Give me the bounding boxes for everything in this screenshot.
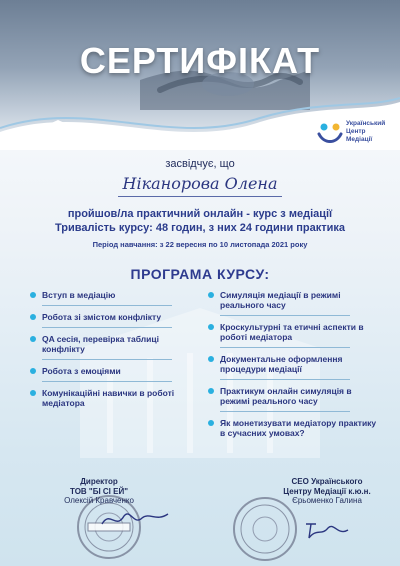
program-item <box>208 354 378 374</box>
bullet-dot-icon <box>208 356 214 362</box>
program-item <box>208 322 378 342</box>
bullet-dot-icon <box>30 336 36 342</box>
mediation-center-stamp-image <box>232 496 298 562</box>
ceo-role: CEO Українського <box>291 477 363 486</box>
bullet-dot-icon <box>30 292 36 298</box>
item-divider <box>42 359 172 360</box>
item-divider <box>42 305 172 306</box>
program-list-right <box>208 290 378 438</box>
course-duration: Тривалість курсу: 48 годин, з них 24 години практика <box>54 222 346 234</box>
program-item <box>30 334 200 354</box>
program-item-text: Робота зі змістом конфлікту <box>42 312 162 322</box>
item-divider <box>220 411 350 412</box>
program-item <box>208 386 378 406</box>
program-item-text: Практикум онлайн симуляція в режимі реального часу <box>220 386 352 406</box>
logo-line-1: BUSINESS <box>38 131 78 137</box>
program-item-text: Вступ в медіацію <box>42 290 116 300</box>
bullet-dot-icon <box>208 292 214 298</box>
ukrainian-mediation-center-logo <box>316 118 400 146</box>
ceo-name: Єрьоменко Галина <box>292 496 362 505</box>
name-underline <box>118 196 282 197</box>
item-divider <box>220 315 350 316</box>
ucm-line-1: Український <box>346 120 386 127</box>
attest-text: засвідчує, що <box>165 158 235 170</box>
academy-building-icon <box>46 120 70 130</box>
logo-line-2: CONSULTING <box>26 137 90 147</box>
mediation-center-name <box>346 120 385 144</box>
item-divider <box>220 347 350 348</box>
program-item <box>208 290 378 310</box>
program-item-text: Комунікаційні навички в роботі медіатора <box>42 388 175 408</box>
bullet-dot-icon <box>30 314 36 320</box>
program-heading: ПРОГРАМА КУРСУ: <box>130 266 270 282</box>
bullet-dot-icon <box>208 420 214 426</box>
bullet-dot-icon <box>30 368 36 374</box>
item-divider <box>42 327 172 328</box>
logo-line-3: ACADEMY <box>42 147 74 150</box>
program-item <box>30 290 200 300</box>
director-signature-block <box>44 477 154 506</box>
ceo-org: Центру Медіації к.ю.н. <box>283 486 371 496</box>
bullet-dot-icon <box>30 390 36 396</box>
director-role: Директор <box>80 477 118 486</box>
bullet-dot-icon <box>208 388 214 394</box>
recipient-name: Ніканорова Олена <box>122 174 278 193</box>
ucm-line-3: Медіації <box>346 136 373 143</box>
bullet-dot-icon <box>208 324 214 330</box>
course-description: пройшов/ла практичний онлайн - курс з медіації <box>67 208 333 220</box>
director-org: ТОВ "БІ СІ ЕЙ" <box>70 486 128 496</box>
item-divider <box>220 379 350 380</box>
ceo-signature-block <box>262 477 392 506</box>
item-divider <box>42 381 172 382</box>
program-item-text: QA сесія, перевірка таблиці конфлікту <box>42 334 159 354</box>
program-item-text: Кроскультурні та етичні аспекти в роботі медіатора <box>220 322 364 342</box>
ucm-line-2: Центр <box>346 128 366 135</box>
program-item <box>208 418 378 438</box>
program-item <box>30 388 200 408</box>
program-item-text: Документальне оформлення процедури медіації <box>220 354 343 374</box>
certificate-title: СЕРТИФІКАТ <box>79 40 321 81</box>
program-item-text: Симуляція медіації в режимі реального часу <box>220 290 341 310</box>
program-item-text: Як монетизувати медіатору практику в сучасних умовах? <box>220 418 377 438</box>
director-name: Олексій Кравченко <box>64 496 134 505</box>
mediation-center-icon <box>316 118 344 146</box>
program-item <box>30 366 200 376</box>
business-consulting-logo <box>8 120 108 150</box>
study-period: Період навчання: з 22 вересня по 10 листопада 2021 року <box>92 240 308 249</box>
program-item-text: Робота з емоціями <box>42 366 121 376</box>
program-item <box>30 312 200 322</box>
program-list-left <box>30 290 200 408</box>
ceo-signature-image <box>302 516 352 542</box>
director-signature-image <box>100 506 170 532</box>
